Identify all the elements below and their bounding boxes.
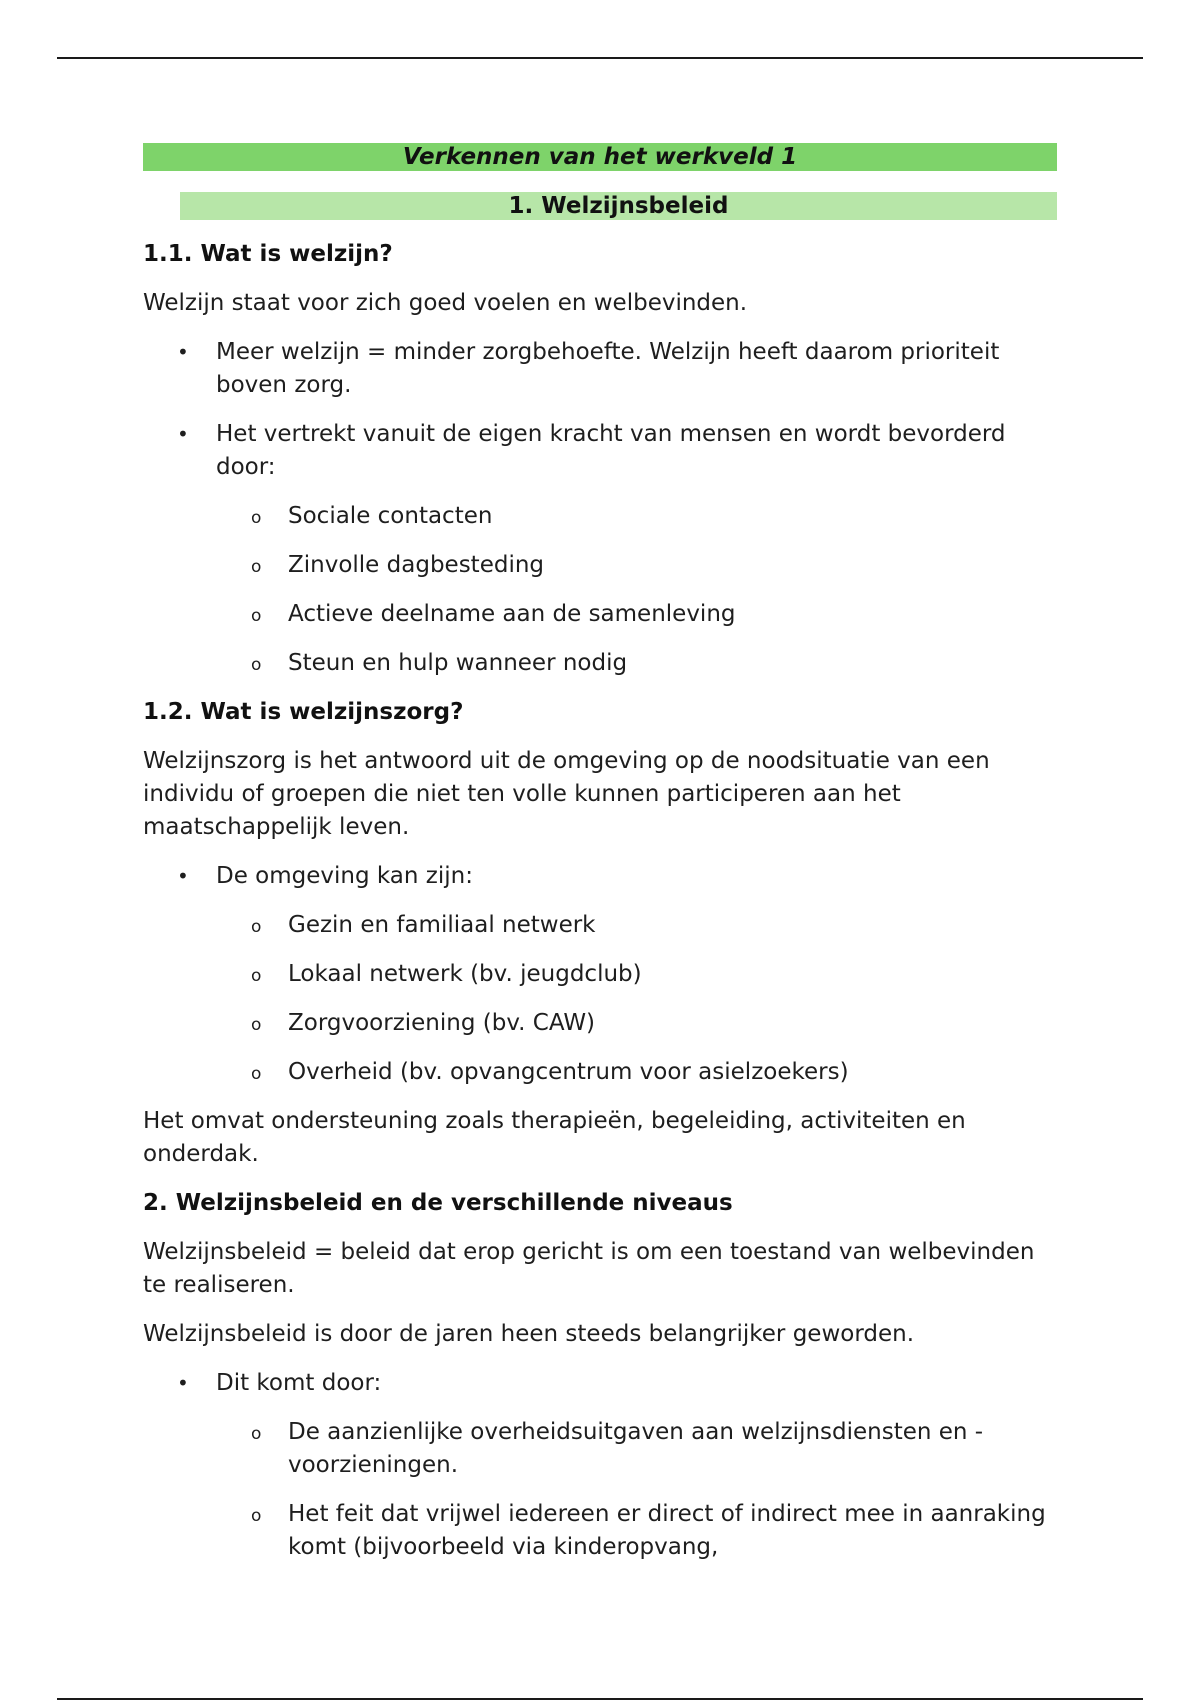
paragraph: Het omvat ondersteuning zoals therapieën, begeleiding, activiteiten en onderdak.: [143, 1108, 966, 1167]
header-rule: [57, 57, 1143, 59]
sub-list-item: o Overheid (bv. opvangcentrum voor asielzoekers): [143, 1056, 1057, 1089]
paragraph: Welzijnszorg is het antwoord uit de omgeving op de noodsituatie van een individu of groepen die niet ten volle kunnen participeren aan het maatschappelijk leven.: [143, 748, 990, 840]
sub-list-item: o Actieve deelname aan de samenleving: [143, 598, 1057, 631]
bullet-list: [143, 860, 1057, 893]
paragraph: Welzijnsbeleid = beleid dat erop gericht is om een toestand van welbevinden te realiseren.: [143, 1239, 1035, 1298]
sub-list-item: o Zorgvoorziening (bv. CAW): [143, 1007, 1057, 1040]
sub-list-item: o Sociale contacten: [143, 500, 1057, 533]
sub-list-item: o Gezin en familiaal netwerk: [143, 909, 1057, 942]
document-title: Verkennen van het werkveld 1: [143, 143, 1057, 171]
sub-list: [143, 500, 1057, 680]
sub-list: [143, 909, 1057, 1089]
chapter-title: 1. Welzijnsbeleid: [180, 192, 1057, 220]
paragraph: Welzijnsbeleid is door de jaren heen steeds belangrijker geworden.: [143, 1321, 915, 1347]
section-heading-1-2: 1.2. Wat is welzijnszorg?: [143, 699, 464, 725]
list-item: • Dit komt door:: [143, 1367, 1057, 1400]
sub-list-item: o Zinvolle dagbesteding: [143, 549, 1057, 582]
bullet-list: [143, 336, 1057, 484]
section-heading-1-1: 1.1. Wat is welzijn?: [143, 241, 393, 267]
paragraph: Welzijn staat voor zich goed voelen en welbevinden.: [143, 290, 748, 316]
sub-list-item: o Het feit dat vrijwel iedereen er direct of indirect mee in aanraking komt (bijvoorbeeld via kinderopvang,: [143, 1498, 1057, 1564]
sub-list: [143, 1416, 1057, 1564]
document-body: [143, 143, 1057, 1580]
sub-list-item: o Lokaal netwerk (bv. jeugdclub): [143, 958, 1057, 991]
footer-rule: [57, 1698, 1143, 1700]
list-item: • De omgeving kan zijn:: [143, 860, 1057, 893]
sub-list-item: o De aanzienlijke overheidsuitgaven aan welzijnsdiensten en -voorzieningen.: [143, 1416, 1057, 1482]
list-item: • Het vertrekt vanuit de eigen kracht van mensen en wordt bevorderd door:: [143, 418, 1057, 484]
list-item: • Meer welzijn = minder zorgbehoefte. Welzijn heeft daarom prioriteit boven zorg.: [143, 336, 1057, 402]
sub-list-item: o Steun en hulp wanneer nodig: [143, 647, 1057, 680]
bullet-list: [143, 1367, 1057, 1400]
section-heading-2: 2. Welzijnsbeleid en de verschillende niveaus: [143, 1190, 733, 1216]
